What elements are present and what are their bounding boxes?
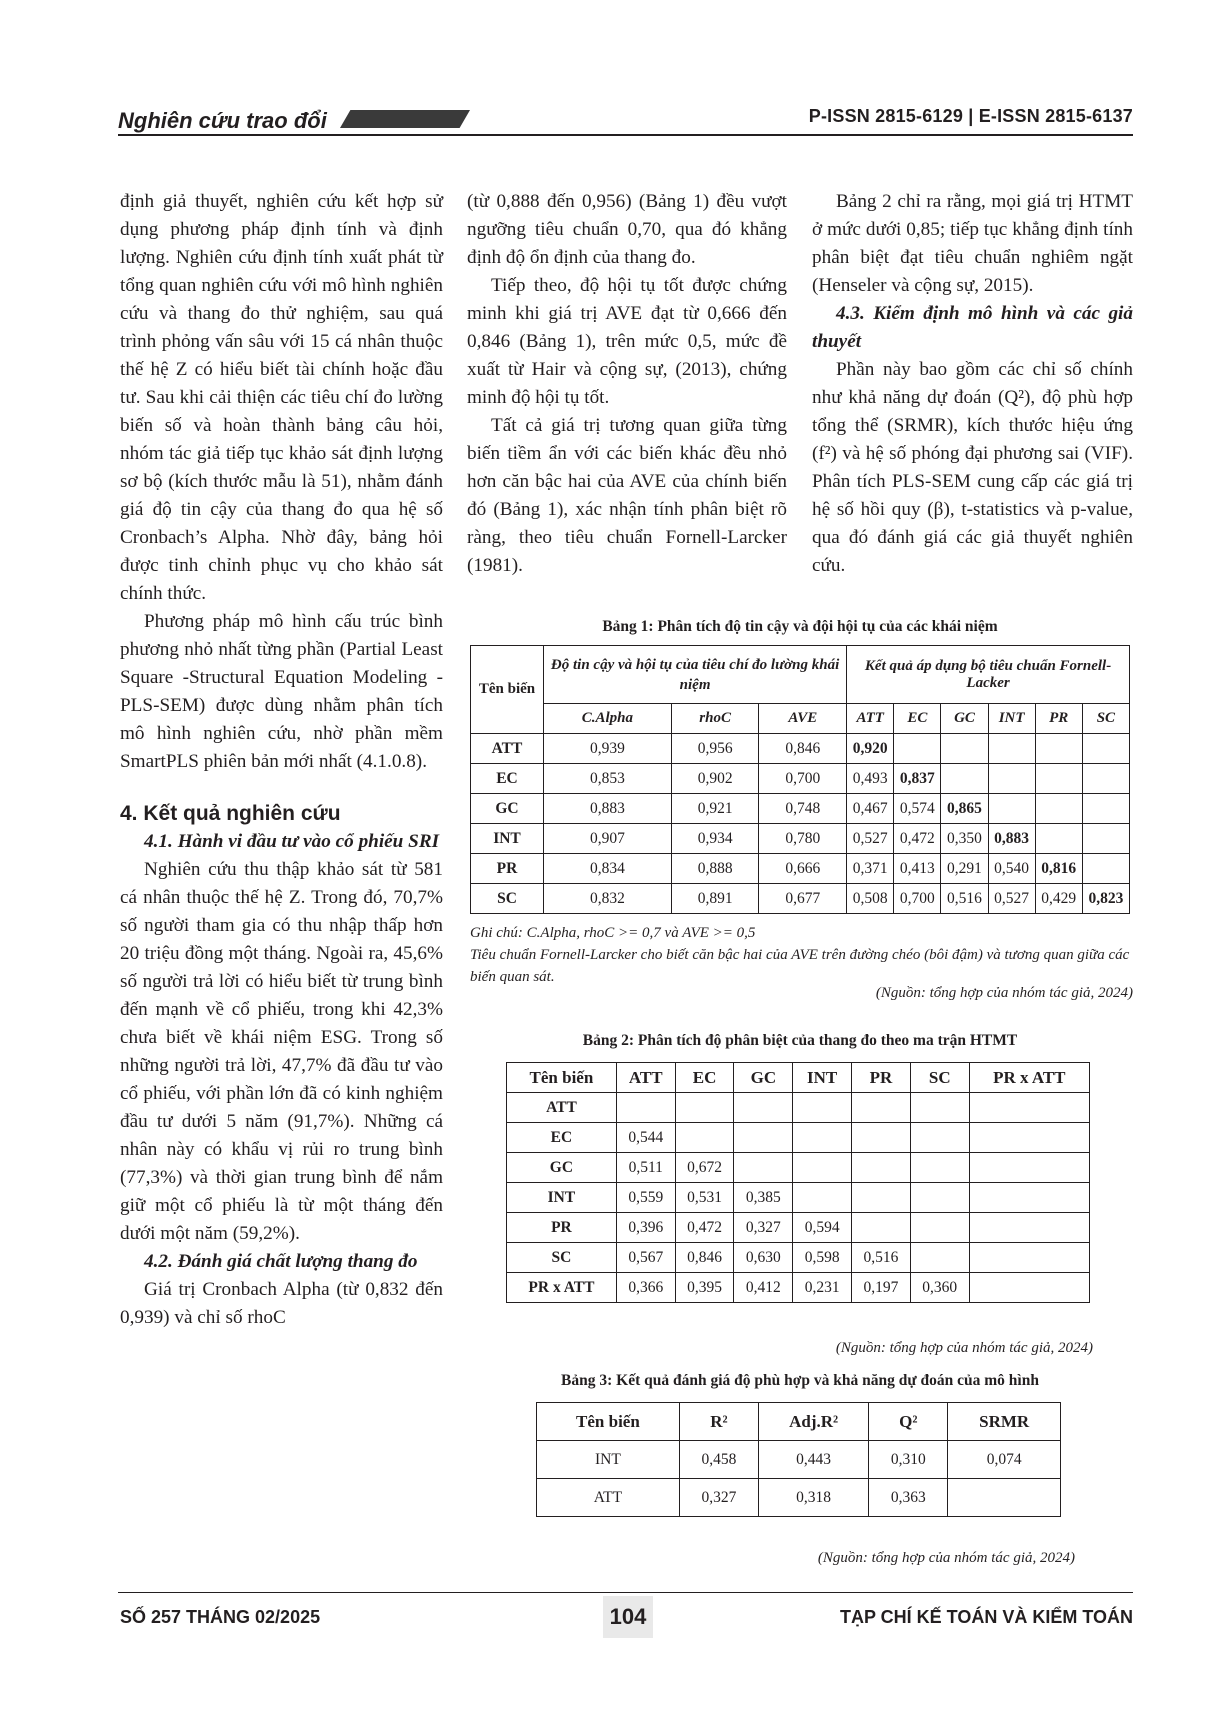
table2-cell: 0,366: [616, 1273, 675, 1303]
column-3: [812, 188, 1133, 580]
table1-cell: 0,540: [988, 854, 1035, 884]
table-row: [471, 884, 1130, 914]
table1-col-header: SC: [1082, 704, 1129, 734]
table2-cell: 0,516: [852, 1243, 911, 1273]
paragraph: Bảng 2 chỉ ra rằng, mọi giá trị HTMT ở mức dưới 0,85; tiếp tục khẳng định tính phân biệt đạt tiêu chuẩn nghiêm ngặt (Henseler và cộng sự, 2015).: [812, 191, 1133, 296]
table1-col-header: ATT: [847, 704, 894, 734]
paragraph: Phương pháp mô hình cấu trúc bình phương nhỏ nhất từng phần (Partial Least Square -Structural Equation Modeling - PLS-SEM) được dùng nhằm phân tích mô hình nghiên cứu, nhờ phần mềm SmartPLS phiên bản mới nhất (4.1.0.8).: [120, 611, 443, 772]
table1-cell: [1082, 764, 1129, 794]
table2-cell: 0,846: [675, 1243, 734, 1273]
table1-cell: 0,920: [847, 734, 894, 764]
table1-cell: [1082, 794, 1129, 824]
section-title: Nghiên cứu trao đổi: [118, 108, 327, 133]
table1-note-2: Tiêu chuẩn Fornell-Larcker cho biết căn bậc hai của AVE trên đường chéo (bôi đậm) và tương quan giữa các biến quan sát.: [470, 947, 1130, 985]
table1-cell: 0,508: [847, 884, 894, 914]
table2-col-header: PR x ATT: [969, 1063, 1089, 1093]
table2-cell: 0,472: [675, 1213, 734, 1243]
table3-cell: 0,074: [948, 1441, 1061, 1479]
table1-cell: 0,350: [941, 824, 988, 854]
table-row: [507, 1243, 1090, 1273]
table2-cell: 0,231: [793, 1273, 852, 1303]
table1-col-header: AVE: [759, 704, 847, 734]
paragraph: Giá trị Cronbach Alpha (từ 0,832 đến 0,939) và chỉ số rhoC: [120, 1279, 443, 1328]
table2-row-header: PR x ATT: [507, 1273, 617, 1303]
table2-cell: [969, 1243, 1089, 1273]
table1-cell: [941, 734, 988, 764]
table2-col-header: EC: [675, 1063, 734, 1093]
table1-col-header: INT: [988, 704, 1035, 734]
table1-header-var: Tên biến: [471, 646, 544, 734]
table1-cell: 0,780: [759, 824, 847, 854]
table1-cell: [988, 794, 1035, 824]
table1-cell: 0,883: [544, 794, 672, 824]
table2-cell: 0,327: [734, 1213, 793, 1243]
table2-cell: [675, 1123, 734, 1153]
header-rule: [118, 134, 1133, 136]
table1-cell: [988, 734, 1035, 764]
table1-cell: [1035, 764, 1082, 794]
table2-cell: 0,511: [616, 1153, 675, 1183]
table2-cell: [793, 1153, 852, 1183]
paragraph: Nghiên cứu thu thập khảo sát từ 581 cá nhân thuộc thế hệ Z. Trong đó, 70,7% số người tham gia có thu nhập thấp hơn 20 triệu đồng một tháng. Ngoài ra, 45,6% số người trả lời có hiểu biết từ trung bình đến mạnh về cổ phiếu, trong khi 42,3% chưa biết về khái niệm ESG. Trong số những người trả lời, 47,7% đã đầu tư vào cổ phiếu, với phần lớn đã có kinh nghiệm đầu tư dưới 5 năm (91,7%). Những cá nhân này có khẩu vị rủi ro trung bình (77,3%) và thời gian trung bình để nắm giữ một cổ phiếu là từ một tháng đến dưới một năm (59,2%).: [120, 859, 443, 1244]
table2-cell: [969, 1153, 1089, 1183]
table3-cell: [948, 1479, 1061, 1517]
table2-cell: [969, 1273, 1089, 1303]
table2-col-header: Tên biến: [507, 1063, 617, 1093]
table1-row-header: PR: [471, 854, 544, 884]
table1-cell: 0,429: [1035, 884, 1082, 914]
table2-cell: [969, 1123, 1089, 1153]
table1-cell: 0,493: [847, 764, 894, 794]
table1-cell: 0,902: [671, 764, 759, 794]
table1-cell: [1082, 734, 1129, 764]
table3-cell: 0,327: [679, 1479, 758, 1517]
paragraph: Phần này bao gồm các chỉ số chính như khả năng dự đoán (Q²), độ phù hợp tổng thể (SRMR), kích thước hiệu ứng (f²) và hệ số phóng đại phương sai (VIF). Phân tích PLS-SEM cung cấp các giá trị hệ số hồi quy (β), t-statistics và p-value, qua đó đánh giá các giả thuyết nghiên cứu.: [812, 359, 1133, 576]
table1-cell: 0,956: [671, 734, 759, 764]
table2-cell: 0,559: [616, 1183, 675, 1213]
table2-cell: 0,412: [734, 1273, 793, 1303]
table3-cell: 0,458: [679, 1441, 758, 1479]
subsection-heading: 4.3. Kiểm định mô hình và các giả thuyết: [812, 303, 1133, 352]
table1-row-header: SC: [471, 884, 544, 914]
subsection-heading: 4.1. Hành vi đầu tư vào cổ phiếu SRI: [144, 831, 440, 852]
table2-cell: 0,385: [734, 1183, 793, 1213]
issn: P-ISSN 2815-6129 | E-ISSN 2815-6137: [808, 106, 1133, 126]
table2-row-header: GC: [507, 1153, 617, 1183]
table1-cell: 0,700: [759, 764, 847, 794]
table1-cell: 0,832: [544, 884, 672, 914]
table-row: [537, 1479, 1061, 1517]
table3-row-header: INT: [537, 1441, 680, 1479]
table1-cell: 0,888: [671, 854, 759, 884]
table2-cell: [910, 1093, 969, 1123]
table2-col-header: INT: [793, 1063, 852, 1093]
table-row: [507, 1183, 1090, 1213]
table3-caption: Bảng 3: Kết quả đánh giá độ phù hợp và khả năng dự đoán của mô hình: [561, 1372, 1039, 1389]
table1-cell: [1035, 824, 1082, 854]
table2-cell: 0,672: [675, 1153, 734, 1183]
paragraph: Tiếp theo, độ hội tụ tốt được chứng minh khi giá trị AVE đạt từ 0,666 đến 0,846 (Bảng 1), trên mức 0,5, mức đề xuất từ Hair và cộng sự, (2013), chứng minh độ hội tụ tốt.: [467, 275, 787, 408]
table2-cell: 0,567: [616, 1243, 675, 1273]
table2-cell: 0,544: [616, 1123, 675, 1153]
table1-cell: 0,816: [1035, 854, 1082, 884]
table2-cell: [852, 1093, 911, 1123]
table2-cell: [793, 1183, 852, 1213]
table3-col-header: Tên biến: [537, 1403, 680, 1441]
table1-cell: [1035, 734, 1082, 764]
table1-cell: [988, 764, 1035, 794]
table2-col-header: ATT: [616, 1063, 675, 1093]
table-row: [507, 1093, 1090, 1123]
table-row: [537, 1441, 1061, 1479]
table1-cell: 0,413: [894, 854, 941, 884]
paragraph: Tất cả giá trị tương quan giữa từng biến tiềm ẩn với các biến khác đều nhỏ hơn căn bậc hai của AVE của chính biến đó (Bảng 1), xác nhận tính phân biệt rõ ràng, theo tiêu chuẩn Fornell-Larcker (1981).: [467, 415, 787, 576]
table2-row-header: ATT: [507, 1093, 617, 1123]
table2-cell: 0,360: [910, 1273, 969, 1303]
table2-cell: 0,531: [675, 1183, 734, 1213]
table1-col-header: PR: [1035, 704, 1082, 734]
table3-cell: 0,363: [869, 1479, 948, 1517]
table1-cell: [1082, 824, 1129, 854]
table1-cell: 0,939: [544, 734, 672, 764]
table2-cell: [969, 1093, 1089, 1123]
table1-header-group2: Kết quả áp dụng bộ tiêu chuẩn Fornell-Lacker: [847, 646, 1130, 704]
table2-cell: [969, 1183, 1089, 1213]
table3-col-header: R²: [679, 1403, 758, 1441]
table1-row-header: ATT: [471, 734, 544, 764]
journal-name: TẠP CHÍ KẾ TOÁN VÀ KIỂM TOÁN: [839, 1607, 1133, 1627]
table1-col-header: GC: [941, 704, 988, 734]
table-row: [507, 1153, 1090, 1183]
table1-cell: 0,846: [759, 734, 847, 764]
table1-cell: 0,921: [671, 794, 759, 824]
table1-cell: [1082, 854, 1129, 884]
table2-cell: [616, 1093, 675, 1123]
table3-row-header: ATT: [537, 1479, 680, 1517]
table-row: [471, 764, 1130, 794]
table2-cell: [910, 1243, 969, 1273]
table1-cell: 0,666: [759, 854, 847, 884]
footer-rule: [118, 1592, 1133, 1593]
table3-cell: 0,310: [869, 1441, 948, 1479]
table3: [536, 1402, 1061, 1517]
table1-col-header: C.Alpha: [544, 704, 672, 734]
table1-cell: 0,291: [941, 854, 988, 884]
table1-cell: 0,823: [1082, 884, 1129, 914]
table3-col-header: Adj.R²: [758, 1403, 868, 1441]
paragraph: định giả thuyết, nghiên cứu kết hợp sử dụng phương pháp định tính và định lượng. Nghiên cứu định tính xuất phát từ tổng quan nghiên cứu với mô hình nghiên cứu và thang đo thử nghiệm, sau quá trình phỏng vấn sâu với 15 cá nhân thuộc thế hệ Z có hiểu biết tài chính hoặc đầu tư. Sau khi cải thiện các tiêu chí đo lường biến số và hoàn thành bảng câu hỏi, nhóm tác giả tiếp tục khảo sát định lượng sơ bộ (kích thước mẫu là 51), nhằm đánh giá độ tin cậy của thang đo qua hệ số Cronbach’s Alpha. Nhờ đây, bảng hỏi được tinh chỉnh phục vụ cho khảo sát chính thức.: [120, 191, 443, 604]
table1-cell: 0,371: [847, 854, 894, 884]
column-1: [120, 188, 443, 1332]
table1-cell: 0,700: [894, 884, 941, 914]
table1-col-header: rhoC: [671, 704, 759, 734]
table2-col-header: PR: [852, 1063, 911, 1093]
table2-cell: 0,630: [734, 1243, 793, 1273]
table2-cell: [910, 1123, 969, 1153]
table1-cell: 0,527: [847, 824, 894, 854]
table1-row-header: GC: [471, 794, 544, 824]
table1-cell: 0,834: [544, 854, 672, 884]
table2-cell: [734, 1093, 793, 1123]
table1-note-1: Ghi chú: C.Alpha, rhoC >= 0,7 và AVE >= 0,5: [470, 925, 756, 941]
table3-cell: 0,318: [758, 1479, 868, 1517]
table2-cell: 0,197: [852, 1273, 911, 1303]
table2-cell: [675, 1093, 734, 1123]
table-row: [507, 1273, 1090, 1303]
table1-cell: 0,934: [671, 824, 759, 854]
table2-cell: 0,594: [793, 1213, 852, 1243]
table2-cell: [910, 1213, 969, 1243]
table1-caption: Bảng 1: Phân tích độ tin cậy và đội hội tụ của các khái niệm: [602, 618, 998, 635]
table2-cell: [852, 1123, 911, 1153]
table-row: [471, 824, 1130, 854]
table-row: [507, 1213, 1090, 1243]
table2-col-header: GC: [734, 1063, 793, 1093]
table1-cell: 0,527: [988, 884, 1035, 914]
table1-notes: [470, 922, 1135, 988]
table2-cell: 0,396: [616, 1213, 675, 1243]
table-row: [471, 854, 1130, 884]
table1-cell: 0,574: [894, 794, 941, 824]
table1-cell: [1035, 794, 1082, 824]
table1-cell: 0,472: [894, 824, 941, 854]
table1-cell: 0,516: [941, 884, 988, 914]
table3-col-header: SRMR: [948, 1403, 1061, 1441]
table1-cell: [941, 764, 988, 794]
subsection-heading: 4.2. Đánh giá chất lượng thang đo: [144, 1251, 418, 1272]
table2-cell: [852, 1153, 911, 1183]
table2-caption: Bảng 2: Phân tích độ phân biệt của thang đo theo ma trận HTMT: [582, 1032, 1018, 1049]
table3-source: (Nguồn: tổng hợp của nhóm tác giả, 2024): [817, 1550, 1075, 1566]
table1-cell: 0,467: [847, 794, 894, 824]
table1-cell: 0,865: [941, 794, 988, 824]
table2-row-header: SC: [507, 1243, 617, 1273]
table2: [506, 1062, 1090, 1303]
table2-cell: [734, 1123, 793, 1153]
table1-cell: 0,748: [759, 794, 847, 824]
header-decoration-bar: [340, 110, 470, 128]
table1-header-group1: Độ tin cậy và hội tụ của tiêu chí đo lường khái niệm: [544, 646, 847, 704]
section-heading: 4. Kết quả nghiên cứu: [120, 802, 341, 825]
table-row: [471, 734, 1130, 764]
table1-row-header: EC: [471, 764, 544, 794]
table1-col-header: EC: [894, 704, 941, 734]
table1-row-header: INT: [471, 824, 544, 854]
issue-number: SỐ 257 THÁNG 02/2025: [120, 1607, 321, 1627]
table3-col-header: Q²: [869, 1403, 948, 1441]
table-row: [471, 794, 1130, 824]
table2-cell: [910, 1153, 969, 1183]
table1-cell: 0,883: [988, 824, 1035, 854]
table2-col-header: SC: [910, 1063, 969, 1093]
table1-cell: 0,677: [759, 884, 847, 914]
table1-cell: 0,891: [671, 884, 759, 914]
table2-source: (Nguồn: tổng hợp của nhóm tác giả, 2024): [835, 1340, 1093, 1356]
page-number: 104: [603, 1596, 653, 1638]
table2-cell: [852, 1183, 911, 1213]
table1-cell: 0,907: [544, 824, 672, 854]
table1: [470, 645, 1130, 914]
table2-row-header: INT: [507, 1183, 617, 1213]
column-2: [467, 188, 787, 580]
table2-cell: [910, 1183, 969, 1213]
table2-cell: [969, 1213, 1089, 1243]
table2-cell: 0,598: [793, 1243, 852, 1273]
table1-cell: 0,837: [894, 764, 941, 794]
table-row: [507, 1123, 1090, 1153]
table1-cell: 0,853: [544, 764, 672, 794]
table2-row-header: EC: [507, 1123, 617, 1153]
table2-cell: [793, 1093, 852, 1123]
table2-row-header: PR: [507, 1213, 617, 1243]
paragraph: (từ 0,888 đến 0,956) (Bảng 1) đều vượt ngưỡng tiêu chuẩn 0,70, qua đó khẳng định độ ổn định của thang đo.: [467, 191, 787, 268]
table2-cell: [793, 1123, 852, 1153]
table1-source: (Nguồn: tổng hợp của nhóm tác giả, 2024): [875, 985, 1133, 1001]
table2-cell: [734, 1153, 793, 1183]
table2-cell: 0,395: [675, 1273, 734, 1303]
table3-cell: 0,443: [758, 1441, 868, 1479]
table1-cell: [894, 734, 941, 764]
table2-cell: [852, 1213, 911, 1243]
